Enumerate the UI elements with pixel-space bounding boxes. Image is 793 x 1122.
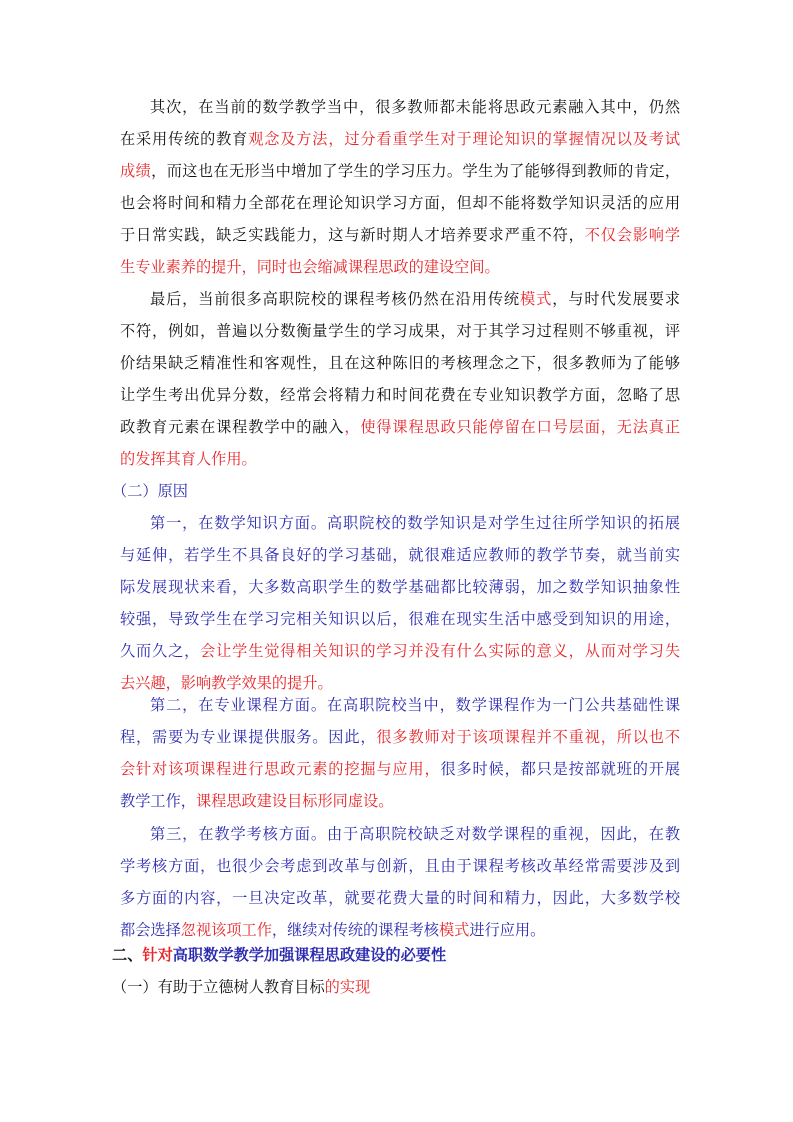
text-line: 际发展现状来看，大多数高职学生的数学基础都比较薄弱，加之数学知识抽象性 [120, 578, 680, 596]
text-line: 也会将时间和精力全部花在理论知识学习方面，但却不能将数学知识灵活的应用 [120, 194, 680, 212]
highlighted-text: 观念及方法，过分看重学生对于理论知识的掌握情况以及考试 [248, 130, 680, 148]
text-line: 最后，当前很多高职院校的课程考核仍然在沿用传统模式，与时代发展要求 [150, 290, 680, 308]
text-line: 程，需要为专业课提供服务。因此，很多教师对于该项课程并不重视，所以也不 [120, 728, 680, 746]
highlighted-text: 成绩 [120, 162, 152, 180]
text-line: 与延伸，若学生不具备良好的学习基础，就很难适应教师的教学节奏，就当前实 [120, 546, 680, 564]
text-line: 生专业素养的提升，同时也会缩减课程思政的建设空间。 [120, 258, 500, 276]
text-line: 第三，在教学考核方面。由于高职院校缺乏对数学课程的重视，因此，在教 [150, 825, 680, 843]
paragraph-last-point [120, 283, 680, 475]
heading-text: （二）原因 [112, 482, 188, 500]
text-line: 不符，例如，普遍以分数衡量学生的学习成果，对于其学习过程则不够重视，评 [120, 322, 680, 340]
section-heading-reasons [112, 475, 672, 507]
text-line: 多方面的内容，一旦决定改革，就要花费大量的时间和精力，因此，大多数学校 [120, 889, 680, 907]
text-line: 的发挥其育人作用。 [120, 450, 257, 468]
text-line: 第一，在数学知识方面。高职院校的数学知识是对学生过往所学知识的拓展 [150, 514, 680, 532]
text-line: 政教育元素在课程教学中的融入，使得课程思政只能停留在口号层面，无法真正 [120, 418, 680, 436]
heading-text: （一）有助于立德树人教育目标的实现 [112, 978, 371, 996]
highlighted-text: 的实现 [324, 978, 371, 996]
text-line: 其次，在当前的数学教学当中，很多教师都未能将思政元素融入其中，仍然 [150, 98, 680, 116]
highlighted-text: 模式 [438, 921, 470, 939]
highlighted-text: 针对 [142, 946, 173, 964]
text-line: 于日常实践，缺乏实践能力，这与新时期人才培养要求严重不符，不仅会影响学 [120, 226, 680, 244]
text-line: 价结果缺乏精准性和客观性，且在这种陈旧的考核理念之下，很多教师为了能够 [120, 354, 680, 372]
text-line: 久而久之，会让学生觉得相关知识的学习并没有什么实际的意义，从而对学习失 [120, 642, 680, 660]
paragraph-reason-two [120, 689, 680, 817]
paragraph-second-point [120, 91, 680, 283]
heading-text: 二、针对高职数学教学加强课程思政建设的必要性 [112, 946, 447, 964]
text-line: 教学工作，课程思政建设目标形同虚设。 [120, 792, 394, 810]
text-line: 学考核方面，也很少会考虑到改革与创新，且由于课程考核改革经常需要涉及到 [120, 857, 680, 875]
text-line: 在采用传统的教育观念及方法，过分看重学生对于理论知识的掌握情况以及考试 [120, 130, 680, 148]
highlighted-text: ，使得课程思政只能停留在口号层面，无法真正 [344, 418, 680, 436]
text-line: 成绩，而这也在无形当中增加了学生的学习压力。学生为了能够得到教师的肯定， [120, 162, 680, 180]
text-line: 去兴趣，影响教学效果的提升。 [120, 674, 333, 692]
paragraph-reason-three [120, 818, 680, 946]
highlighted-text: 会让学生觉得相关知识的学习并没有什么实际的意义，从而对学习失 [200, 642, 680, 660]
text-line: 第二，在专业课程方面。在高职院校当中，数学课程作为一门公共基础性课 [150, 696, 680, 714]
text-line: 会针对该项课程进行思政元素的挖掘与应用，很多时候，都只是按部就班的开展 [120, 760, 680, 778]
text-line: 让学生考出优异分数，经常会将精力和时间花费在专业知识教学方面，忽略了思 [120, 386, 680, 404]
text-line: 较强，导致学生在学习完相关知识以后，很难在现实生活中感受到知识的用途， [120, 610, 680, 628]
highlighted-text: 课程思政建设目标形同虚设。 [195, 792, 394, 810]
text-line: 都会选择忽视该项工作，继续对传统的课程考核模式进行应用。 [120, 921, 546, 939]
subsection-heading-moral-education [112, 971, 672, 1003]
highlighted-text: 忽视该项工作 [180, 921, 272, 939]
highlighted-text: 模式 [520, 290, 553, 308]
highlighted-text: 不仅会影响学 [584, 226, 680, 244]
paragraph-reason-one [120, 507, 680, 699]
highlighted-text: 会针对该项课程进行思政元素的挖掘与应用， [120, 760, 441, 778]
section-heading-necessity [112, 939, 672, 971]
highlighted-text: 很多教师对于该项课程并不重视，所以也不 [376, 728, 680, 746]
